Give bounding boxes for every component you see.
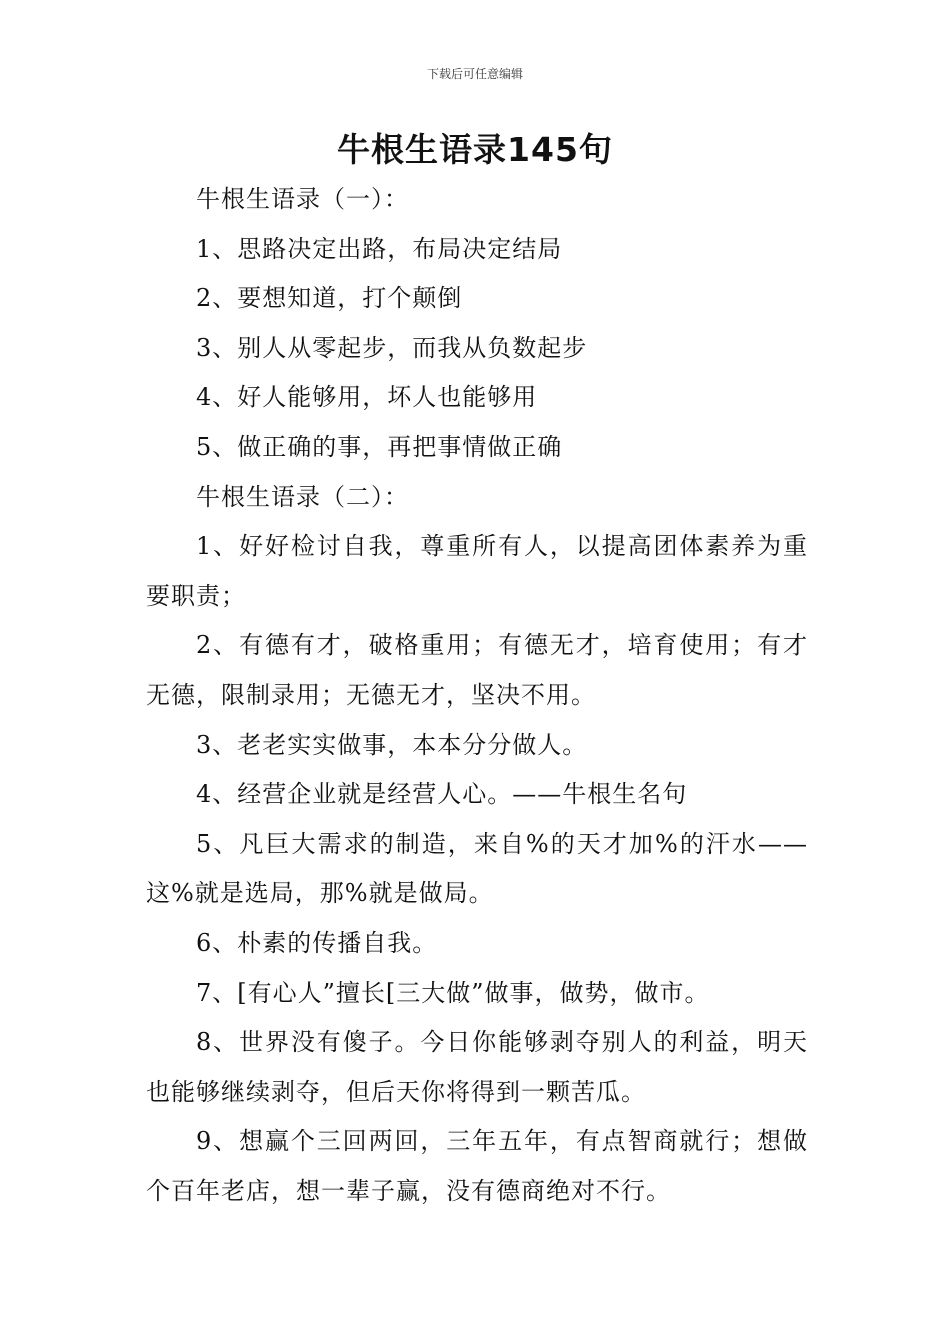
quote-item: 1、思路决定出路，布局决定结局 xyxy=(196,234,563,263)
quote-item: 5、凡巨大需求的制造，来自%的天才加%的汗水——这%就是选局，那%就是做局。 xyxy=(146,829,808,908)
quote-item: 4、好人能够用，坏人也能够用 xyxy=(196,383,538,412)
quote-item: 7、[有心人”擅长[三大做”做事，做势，做市。 xyxy=(196,978,710,1007)
header-note: 下载后可任意编辑 xyxy=(426,67,523,81)
quote-item: 2、要想知道，打个颠倒 xyxy=(196,284,463,313)
section-heading-1: 牛根生语录（一）： xyxy=(196,185,409,213)
quote-item: 1、好好检讨自我，尊重所有人，以提高团体素养为重要职责； xyxy=(146,532,808,610)
section-heading-2: 牛根生语录（二）： xyxy=(196,482,409,511)
quote-item: 6、朴素的传播自我。 xyxy=(196,928,438,957)
quote-item: 5、做正确的事，再把事情做正确 xyxy=(196,432,563,461)
quote-item: 3、别人从零起步，而我从负数起步 xyxy=(196,333,588,362)
quote-item: 4、经营企业就是经营人心。——牛根生名句 xyxy=(196,780,688,809)
quote-item: 2、有德有才，破格重用；有德无才，培育使用；有才无德，限制录用；无德无才，坚决不用。 xyxy=(146,631,808,709)
document-title: 牛根生语录145句 xyxy=(337,130,613,169)
quote-item: 8、世界没有傻子。今日你能够剥夺别人的利益，明天也能够继续剥夺，但后天你将得到一颗苦瓜。 xyxy=(146,1028,808,1106)
quote-item: 3、老老实实做事，本本分分做人。 xyxy=(196,730,588,759)
document-body xyxy=(146,175,808,1216)
quote-item: 9、想赢个三回两回，三年五年，有点智商就行；想做个百年老店，想一辈子赢，没有德商绝对不行。 xyxy=(146,1127,808,1205)
